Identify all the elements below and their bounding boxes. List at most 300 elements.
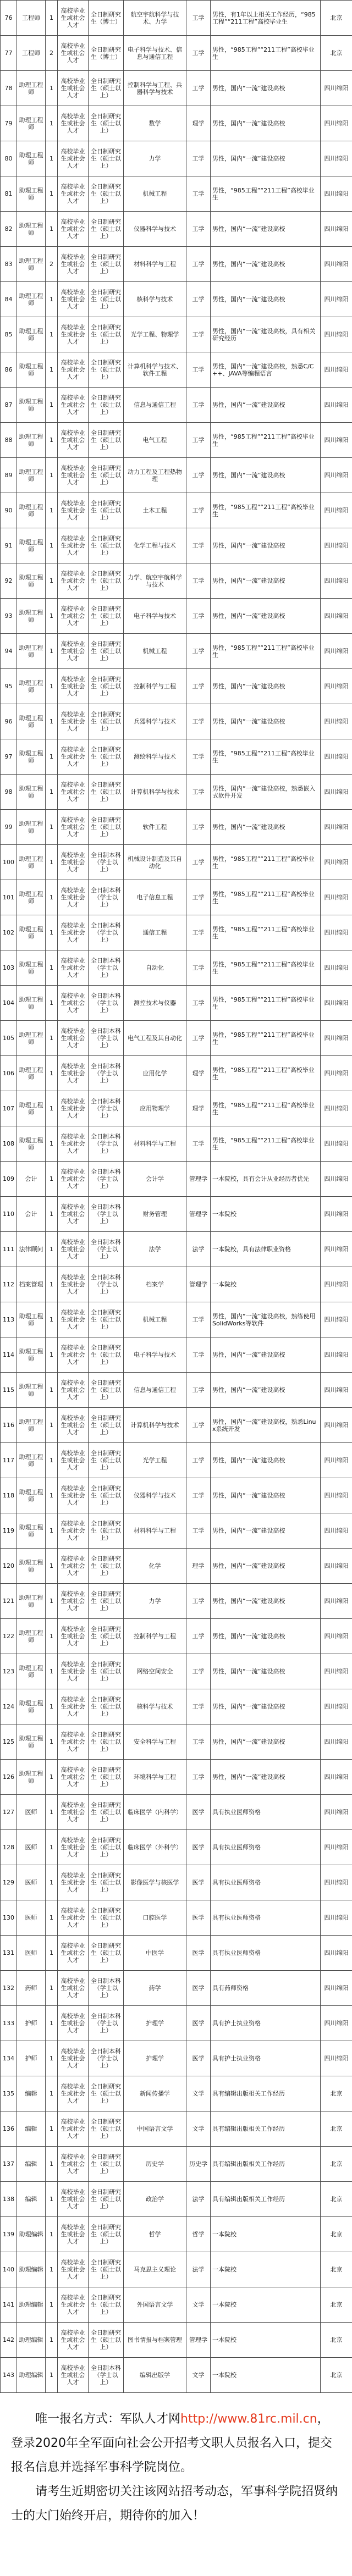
cell-requirements <box>211 1232 321 1267</box>
cell-position-text: 助理编辑 <box>19 2266 43 2273</box>
cell-location-text: 北京 <box>330 14 343 21</box>
cell-major-text: 政治学 <box>146 2196 164 2203</box>
cell-discipline-text: 工学 <box>192 1457 205 1464</box>
cell-major <box>124 1373 186 1408</box>
cell-number-text: 125 <box>3 1738 14 1745</box>
cell-education-text: 全日制本科（学士以上） <box>91 2364 121 2386</box>
cell-target-text: 高校毕业生或社会人才 <box>61 570 85 592</box>
cell-requirements <box>211 1654 321 1689</box>
cell-position-text: 会计 <box>25 1210 37 1218</box>
cell-education <box>89 352 124 388</box>
table-row <box>1 1900 352 1936</box>
cell-education-text: 全日制研究生（博士） <box>91 10 121 25</box>
cell-headcount <box>46 2006 58 2041</box>
cell-number <box>1 2182 17 2217</box>
cell-major-text: 电子信息工程 <box>136 894 173 901</box>
cell-education-text: 全日制研究生（硕士以上） <box>91 2083 121 2104</box>
cell-position <box>17 1478 46 1513</box>
cell-major <box>124 2252 186 2287</box>
cell-location <box>321 423 352 458</box>
cell-requirements <box>211 71 321 106</box>
cell-education <box>89 282 124 317</box>
cell-number-text: 127 <box>3 1809 14 1816</box>
cell-major-text: 信息与通信工程 <box>134 1386 176 1394</box>
cell-major <box>124 775 186 810</box>
table-row <box>1 634 352 669</box>
cell-major <box>124 1795 186 1830</box>
cell-position <box>17 2323 46 2358</box>
cell-major-text: 档案学 <box>146 1281 164 1288</box>
table-row <box>1 212 352 247</box>
cell-requirements-text: 男性，“985工程”“211工程”高校毕业生 <box>212 46 315 60</box>
cell-target <box>58 1936 89 1971</box>
cell-discipline-text: 工学 <box>192 683 205 690</box>
cell-position <box>17 563 46 599</box>
cell-education-text: 全日制本科（学士以上） <box>91 2048 121 2069</box>
cell-education-text: 全日制本科（学士以上） <box>91 957 121 979</box>
cell-discipline <box>186 1584 211 1619</box>
cell-education <box>89 2287 124 2323</box>
cell-number <box>1 1267 17 1302</box>
cell-location-text: 四川绵阳 <box>324 1527 349 1534</box>
table-row <box>1 1830 352 1865</box>
cell-location <box>321 247 352 282</box>
cell-target-text: 高校毕业生或社会人才 <box>61 1485 85 1506</box>
cell-headcount <box>46 986 58 1021</box>
cell-major <box>124 1302 186 1337</box>
cell-major-text: 临床医学（内科学） <box>128 1809 182 1816</box>
cell-education <box>89 775 124 810</box>
cell-education <box>89 1478 124 1513</box>
cell-number-text: 97 <box>4 753 13 760</box>
cell-target-text: 高校毕业生或社会人才 <box>61 218 85 240</box>
cell-location-text: 四川绵阳 <box>324 85 349 92</box>
cell-headcount-text: 1 <box>50 1140 53 1147</box>
cell-education-text: 全日制本科（学士以上） <box>91 1098 121 1119</box>
cell-major <box>124 2147 186 2182</box>
cell-location <box>321 1900 352 1936</box>
cell-number-text: 119 <box>3 1527 14 1534</box>
cell-discipline-text: 文学 <box>192 2301 205 2308</box>
cell-education-text: 全日制研究生（硕士以上） <box>91 2118 121 2140</box>
cell-headcount-text: 1 <box>50 612 53 620</box>
cell-education <box>89 1232 124 1267</box>
cell-position <box>17 1795 46 1830</box>
cell-target-text: 高校毕业生或社会人才 <box>61 605 85 627</box>
cell-discipline-text: 工学 <box>192 401 205 408</box>
cell-headcount <box>46 1056 58 1091</box>
cell-requirements-text: 男性，“985工程”“211工程”高校毕业生 <box>212 749 315 764</box>
cell-number-text: 113 <box>3 1316 14 1323</box>
cell-position-text: 助理工程师 <box>19 1770 43 1784</box>
cell-discipline <box>186 669 211 704</box>
cell-number-text: 117 <box>3 1457 14 1464</box>
cell-position-text: 助理工程师 <box>19 1629 43 1644</box>
cell-education <box>89 1373 124 1408</box>
cell-education <box>89 986 124 1021</box>
cell-requirements <box>211 2182 321 2217</box>
cell-target-text: 高校毕业生或社会人才 <box>61 1133 85 1154</box>
cell-location-text: 四川绵阳 <box>324 718 349 725</box>
cell-discipline <box>186 1337 211 1373</box>
cell-number-text: 105 <box>3 1035 14 1042</box>
cell-headcount-text: 1 <box>50 472 53 479</box>
cell-number-text: 107 <box>3 1105 14 1112</box>
cell-education-text: 全日制本科（学士以上） <box>91 1274 121 1295</box>
cell-education <box>89 1865 124 1900</box>
cell-position <box>17 775 46 810</box>
cell-target-text: 高校毕业生或社会人才 <box>61 2259 85 2280</box>
cell-number-text: 98 <box>4 788 13 795</box>
cell-headcount-text: 1 <box>50 999 53 1007</box>
cell-requirements-text: 男性，国内“一流”建设高校 <box>212 1738 285 1745</box>
cell-major-text: 数学 <box>148 120 161 127</box>
cell-discipline-text: 理学 <box>192 120 205 127</box>
cell-target <box>58 2287 89 2323</box>
cell-location <box>321 1126 352 1162</box>
cell-discipline <box>186 810 211 845</box>
cell-discipline-text: 工学 <box>192 1422 205 1429</box>
cell-education-text: 全日制研究生（硕士以上） <box>91 1801 121 1823</box>
cell-target-text: 高校毕业生或社会人才 <box>61 1590 85 1612</box>
registration-label: 唯一报名方式：军队人才网 <box>35 2412 181 2426</box>
cell-discipline-text: 工学 <box>192 753 205 760</box>
cell-position <box>17 528 46 563</box>
registration-link[interactable]: http://www.81rc.mil.cn <box>180 2412 317 2426</box>
cell-discipline <box>186 1021 211 1056</box>
cell-headcount-text: 2 <box>50 261 53 268</box>
cell-major <box>124 1689 186 1724</box>
table-row <box>1 1091 352 1126</box>
cell-position <box>17 317 46 352</box>
cell-major <box>124 1267 186 1302</box>
table-row <box>1 915 352 950</box>
cell-position-text: 助理工程师 <box>19 960 43 975</box>
cell-target <box>58 2076 89 2111</box>
cell-headcount <box>46 247 58 282</box>
cell-requirements-text: 男性，国内“一流”建设高校 <box>212 401 285 408</box>
cell-education-text: 全日制研究生（博士） <box>91 46 121 60</box>
cell-discipline <box>186 1513 211 1549</box>
cell-discipline <box>186 1478 211 1513</box>
cell-discipline-text: 工学 <box>192 49 205 57</box>
cell-target <box>58 352 89 388</box>
cell-education <box>89 2217 124 2252</box>
cell-requirements-text: 男性，国内“一流”建设高校 <box>212 261 285 268</box>
cell-headcount-text: 1 <box>50 542 53 549</box>
cell-major-text: 材料科学与工程 <box>134 261 176 268</box>
cell-discipline <box>186 880 211 915</box>
cell-location <box>321 2111 352 2147</box>
cell-education <box>89 880 124 915</box>
cell-requirements-text: 男性，国内“一流”建设高校 <box>212 577 285 584</box>
cell-location <box>321 493 352 528</box>
cell-discipline-text: 医学 <box>192 1949 205 1956</box>
cell-location-text: 四川绵阳 <box>324 1949 349 1956</box>
cell-headcount <box>46 1865 58 1900</box>
cell-number <box>1 1830 17 1865</box>
cell-target-text: 高校毕业生或社会人才 <box>61 429 85 451</box>
cell-major <box>124 528 186 563</box>
table-row <box>1 352 352 388</box>
cell-discipline-text: 工学 <box>192 718 205 725</box>
cell-number-text: 108 <box>3 1140 14 1147</box>
cell-headcount <box>46 36 58 71</box>
cell-headcount <box>46 2076 58 2111</box>
cell-headcount <box>46 634 58 669</box>
cell-position-text: 编辑 <box>25 2090 37 2097</box>
cell-target-text: 高校毕业生或社会人才 <box>61 640 85 662</box>
cell-requirements <box>211 1197 321 1232</box>
cell-position-text: 医师 <box>25 1914 37 1921</box>
cell-location-text: 四川绵阳 <box>324 1210 349 1218</box>
cell-major-text: 仪器科学与技术 <box>134 1492 176 1499</box>
cell-target-text: 高校毕业生或社会人才 <box>61 922 85 943</box>
cell-location-text: 四川绵阳 <box>324 1809 349 1816</box>
cell-headcount <box>46 1830 58 1865</box>
cell-education <box>89 810 124 845</box>
cell-position <box>17 1162 46 1197</box>
cell-position-text: 工程师 <box>22 14 40 21</box>
cell-target <box>58 2147 89 2182</box>
cell-location-text: 四川绵阳 <box>324 999 349 1007</box>
cell-headcount-text: 1 <box>50 788 53 795</box>
cell-position <box>17 2287 46 2323</box>
cell-requirements <box>211 458 321 493</box>
cell-position-text: 助理工程师 <box>19 186 43 201</box>
cell-location-text: 四川绵阳 <box>324 225 349 233</box>
cell-position <box>17 1091 46 1126</box>
cell-major <box>124 36 186 71</box>
cell-number-text: 112 <box>3 1281 14 1288</box>
cell-requirements <box>211 599 321 634</box>
cell-position-text: 医师 <box>25 1879 37 1886</box>
cell-requirements <box>211 141 321 176</box>
cell-location <box>321 2147 352 2182</box>
cell-major <box>124 2111 186 2147</box>
cell-major <box>124 1197 186 1232</box>
cell-number-text: 115 <box>3 1386 14 1394</box>
cell-location-text: 四川绵阳 <box>324 577 349 584</box>
cell-education-text: 全日制研究生（硕士以上） <box>91 1837 121 1858</box>
cell-discipline-text: 医学 <box>192 1914 205 1921</box>
cell-education-text: 全日制研究生（硕士以上） <box>91 78 121 99</box>
cell-target-text: 高校毕业生或社会人才 <box>61 1063 85 1084</box>
cell-location <box>321 1513 352 1549</box>
cell-number-text: 140 <box>3 2266 14 2273</box>
cell-location <box>321 2252 352 2287</box>
cell-major <box>124 493 186 528</box>
cell-education <box>89 950 124 986</box>
cell-requirements-text: 具有编辑出版相关工作经历 <box>212 2090 285 2097</box>
cell-headcount-text: 1 <box>50 507 53 514</box>
cell-position <box>17 2182 46 2217</box>
cell-major-text: 外国语言文学 <box>136 2301 173 2308</box>
cell-target <box>58 1619 89 1654</box>
cell-headcount-text: 1 <box>50 648 53 655</box>
cell-target <box>58 458 89 493</box>
table-row <box>1 1584 352 1619</box>
cell-number <box>1 1549 17 1584</box>
cell-requirements-text: 男性，有1年以上相关工作经历，“985工程”“211工程”高校毕业生 <box>212 10 316 25</box>
cell-discipline <box>186 2041 211 2076</box>
cell-location <box>321 669 352 704</box>
cell-discipline <box>186 704 211 739</box>
cell-requirements <box>211 212 321 247</box>
cell-major-text: 护理学 <box>146 2020 164 2027</box>
cell-headcount-text: 1 <box>50 859 53 866</box>
cell-position-text: 助理工程师 <box>19 1383 43 1397</box>
cell-education <box>89 2182 124 2217</box>
cell-target-text: 高校毕业生或社会人才 <box>61 113 85 134</box>
table-row <box>1 1513 352 1549</box>
table-row <box>1 2006 352 2041</box>
cell-education <box>89 599 124 634</box>
cell-major <box>124 423 186 458</box>
cell-location-text: 四川绵阳 <box>324 261 349 268</box>
cell-major-text: 电气工程及其自动化 <box>128 1035 182 1042</box>
cell-number-text: 131 <box>3 1949 14 1956</box>
cell-discipline-text: 工学 <box>192 1773 205 1781</box>
cell-target <box>58 599 89 634</box>
cell-target <box>58 71 89 106</box>
cell-requirements-text: 一本院校 <box>212 1210 237 1218</box>
cell-location-text: 四川绵阳 <box>324 542 349 549</box>
cell-education <box>89 1936 124 1971</box>
cell-major-text: 化学工程与技术 <box>134 542 176 549</box>
cell-headcount <box>46 1478 58 1513</box>
cell-major-text: 网络空间安全 <box>136 1668 173 1675</box>
table-row <box>1 1126 352 1162</box>
cell-position-text: 助理工程师 <box>19 609 43 623</box>
cell-requirements-text: 男性，国内“一流”建设高校 <box>212 1386 285 1394</box>
cell-target-text: 高校毕业生或社会人才 <box>61 78 85 99</box>
cell-headcount-text: 1 <box>50 2055 53 2062</box>
cell-location-text: 北京 <box>330 2160 343 2168</box>
cell-location <box>321 352 352 388</box>
cell-major-text: 财务管理 <box>142 1210 167 1218</box>
cell-headcount-text: 1 <box>50 683 53 690</box>
cell-headcount-text: 1 <box>50 1703 53 1710</box>
cell-number <box>1 1513 17 1549</box>
cell-headcount <box>46 1337 58 1373</box>
cell-requirements <box>211 845 321 880</box>
cell-major <box>124 1830 186 1865</box>
cell-education-text: 全日制研究生（硕士以上） <box>91 1520 121 1541</box>
cell-target <box>58 2006 89 2041</box>
cell-education-text: 全日制研究生（硕士以上） <box>91 218 121 240</box>
cell-headcount-text: 1 <box>50 1773 53 1781</box>
cell-target-text: 高校毕业生或社会人才 <box>61 1027 85 1049</box>
cell-number <box>1 563 17 599</box>
cell-requirements <box>211 1443 321 1478</box>
cell-headcount <box>46 1900 58 1936</box>
cell-target-text: 高校毕业生或社会人才 <box>61 1379 85 1401</box>
cell-education <box>89 1795 124 1830</box>
cell-position-text: 助理工程师 <box>19 538 43 553</box>
cell-location <box>321 845 352 880</box>
cell-position <box>17 986 46 1021</box>
cell-location <box>321 1162 352 1197</box>
cell-major-text: 环境科学与工程 <box>134 1773 176 1781</box>
cell-position-text: 助理工程师 <box>19 151 43 166</box>
cell-major <box>124 810 186 845</box>
cell-discipline-text: 工学 <box>192 999 205 1007</box>
cell-location-text: 四川绵阳 <box>324 1386 349 1394</box>
cell-target <box>58 1760 89 1795</box>
cell-discipline-text: 工学 <box>192 155 205 162</box>
cell-headcount <box>46 2358 58 2393</box>
cell-number <box>1 1 17 36</box>
cell-position-text: 编辑 <box>25 2125 37 2132</box>
cell-discipline <box>186 1162 211 1197</box>
cell-location <box>321 1197 352 1232</box>
cell-target-text: 高校毕业生或社会人才 <box>61 148 85 169</box>
cell-location <box>321 1337 352 1373</box>
cell-target-text: 高校毕业生或社会人才 <box>61 183 85 204</box>
cell-education-text: 全日制本科（学士以上） <box>91 1168 121 1190</box>
cell-location-text: 四川绵阳 <box>324 120 349 127</box>
cell-major <box>124 986 186 1021</box>
cell-position <box>17 141 46 176</box>
cell-discipline-text: 工学 <box>192 1351 205 1358</box>
cell-requirements <box>211 1549 321 1584</box>
cell-discipline <box>186 1936 211 1971</box>
cell-requirements <box>211 528 321 563</box>
cell-headcount <box>46 739 58 775</box>
cell-education <box>89 1971 124 2006</box>
cell-major <box>124 1126 186 1162</box>
cell-number-text: 121 <box>3 1597 14 1605</box>
cell-requirements-text: 具有编辑出版相关工作经历 <box>212 2196 285 2203</box>
cell-position <box>17 106 46 141</box>
cell-target <box>58 2358 89 2393</box>
cell-location <box>321 2076 352 2111</box>
table-row <box>1 1619 352 1654</box>
cell-major <box>124 2006 186 2041</box>
cell-number-text: 87 <box>4 401 13 408</box>
cell-location <box>321 915 352 950</box>
cell-major <box>124 2287 186 2323</box>
cell-requirements-text: 一本院校 <box>212 2336 237 2343</box>
table-row <box>1 1056 352 1091</box>
cell-major-text: 航空宇航科学与技术、力学 <box>130 10 179 25</box>
cell-discipline-text: 工学 <box>192 577 205 584</box>
cell-position <box>17 2006 46 2041</box>
cell-location-text: 四川绵阳 <box>324 683 349 690</box>
cell-education-text: 全日制研究生（硕士以上） <box>91 711 121 732</box>
cell-requirements <box>211 1936 321 1971</box>
cell-education-text: 全日制研究生（硕士以上） <box>91 1450 121 1471</box>
cell-requirements <box>211 176 321 212</box>
cell-location <box>321 1830 352 1865</box>
cell-major-text: 电气工程 <box>142 436 167 444</box>
cell-major-text: 法学 <box>148 1246 161 1253</box>
cell-position-text: 助理工程师 <box>19 362 43 377</box>
cell-number <box>1 493 17 528</box>
cell-location-text: 四川绵阳 <box>324 1668 349 1675</box>
cell-requirements-text: 男性，国内“一流”建设高校 <box>212 155 285 162</box>
cell-discipline <box>186 2358 211 2393</box>
cell-location <box>321 36 352 71</box>
cell-headcount <box>46 775 58 810</box>
cell-requirements-text: 具有执业医师资格 <box>212 1879 261 1886</box>
cell-education <box>89 493 124 528</box>
cell-discipline-text: 医学 <box>192 1984 205 1992</box>
cell-target <box>58 915 89 950</box>
cell-headcount <box>46 2252 58 2287</box>
cell-position <box>17 282 46 317</box>
